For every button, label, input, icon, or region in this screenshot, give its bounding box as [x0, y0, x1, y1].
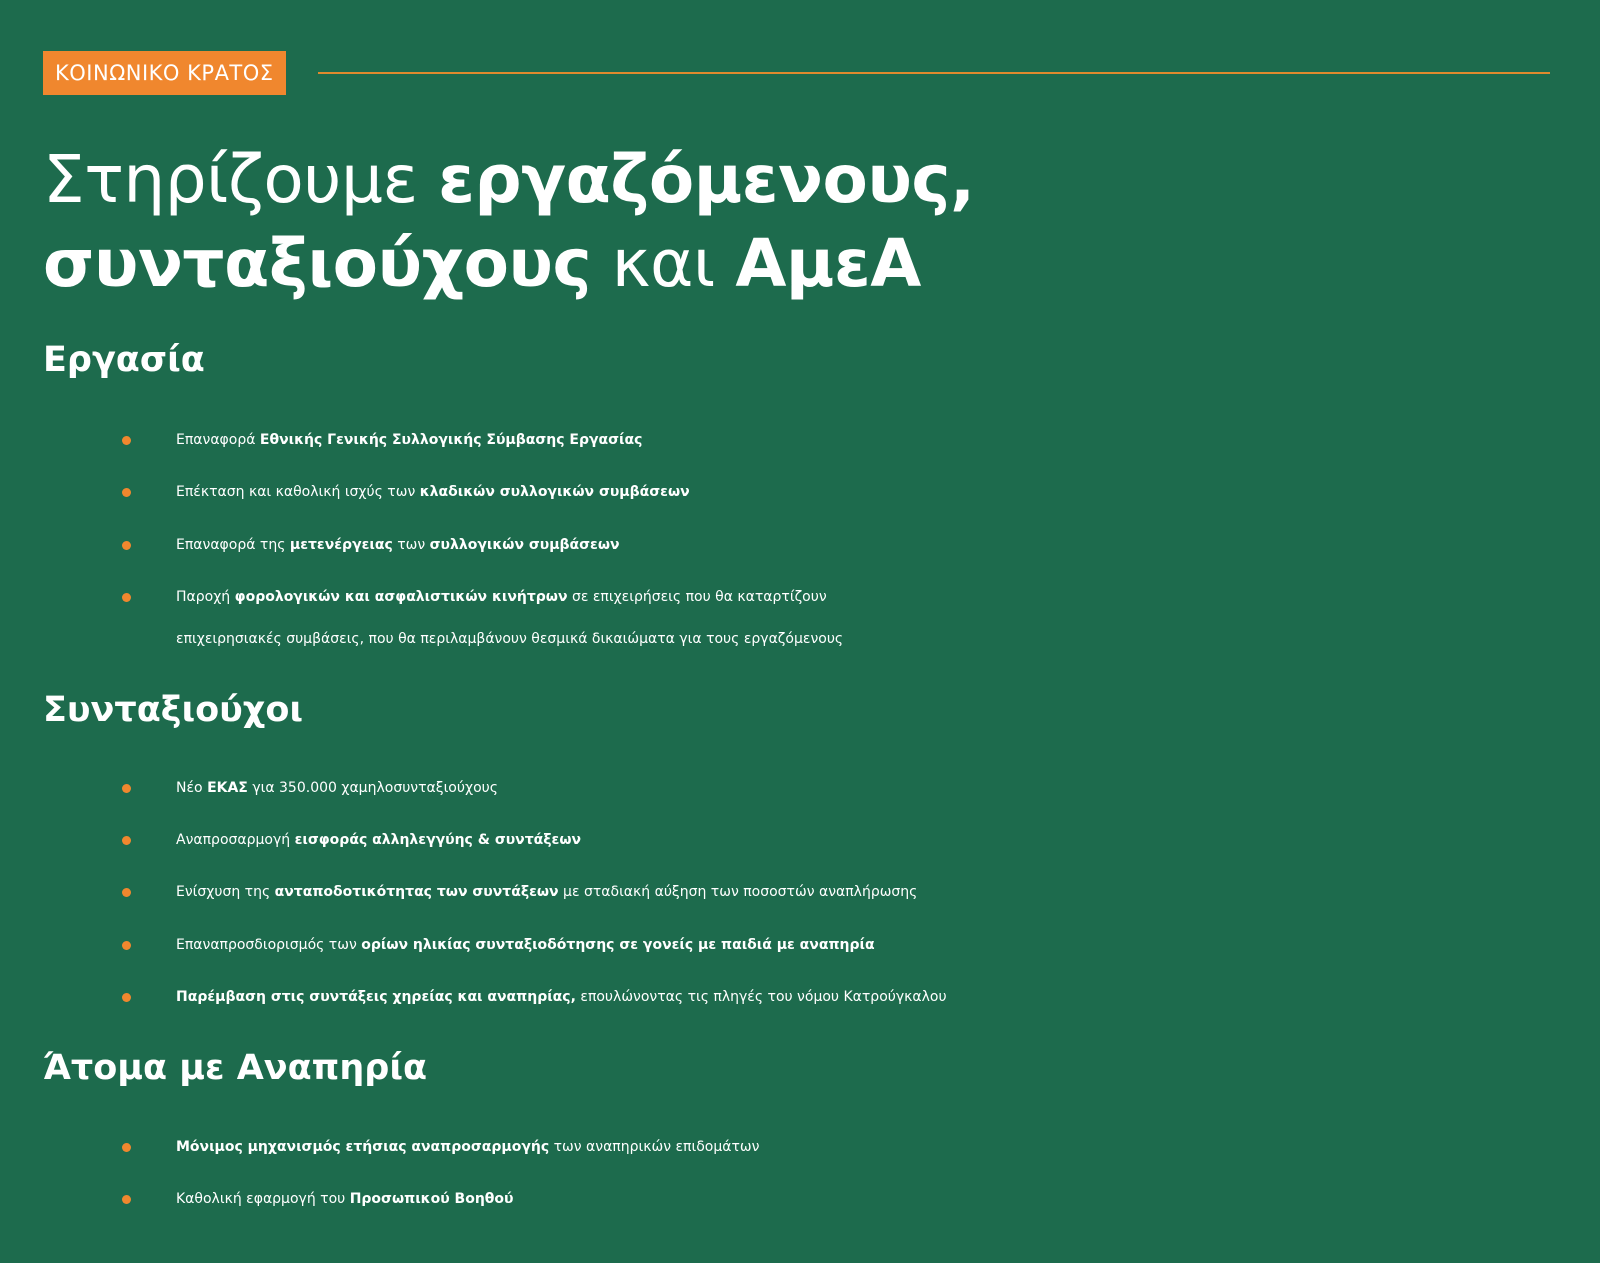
bullet-icon — [122, 488, 131, 497]
header-bar — [43, 51, 1550, 95]
section-title-ergasia: Εργασία — [43, 340, 205, 380]
category-tag: ΚΟΙΝΩΝΙΚΟ ΚΡΑΤΟΣ — [43, 51, 286, 95]
title-line-1: Στηρίζουμε εργαζόμενους, — [43, 141, 975, 218]
bullet-icon — [122, 784, 131, 793]
section-title-atoma-me-anapiria: Άτομα με Αναπηρία — [43, 1048, 428, 1088]
bullet-icon — [122, 593, 131, 602]
bullet-icon — [122, 541, 131, 550]
bullet-icon — [122, 836, 131, 845]
bullet-icon — [122, 888, 131, 897]
bullet-icon — [122, 993, 131, 1002]
bullet-icon — [122, 1143, 131, 1152]
page-title — [43, 138, 975, 306]
bullet-icon — [122, 436, 131, 445]
bullet-icon — [122, 1195, 131, 1204]
section-title-syntaxiouchoi: Συνταξιούχοι — [43, 690, 304, 730]
header-rule — [318, 72, 1550, 74]
bullet-icon — [122, 941, 131, 950]
title-line-2: συνταξιούχους και ΑμεΑ — [43, 225, 921, 302]
